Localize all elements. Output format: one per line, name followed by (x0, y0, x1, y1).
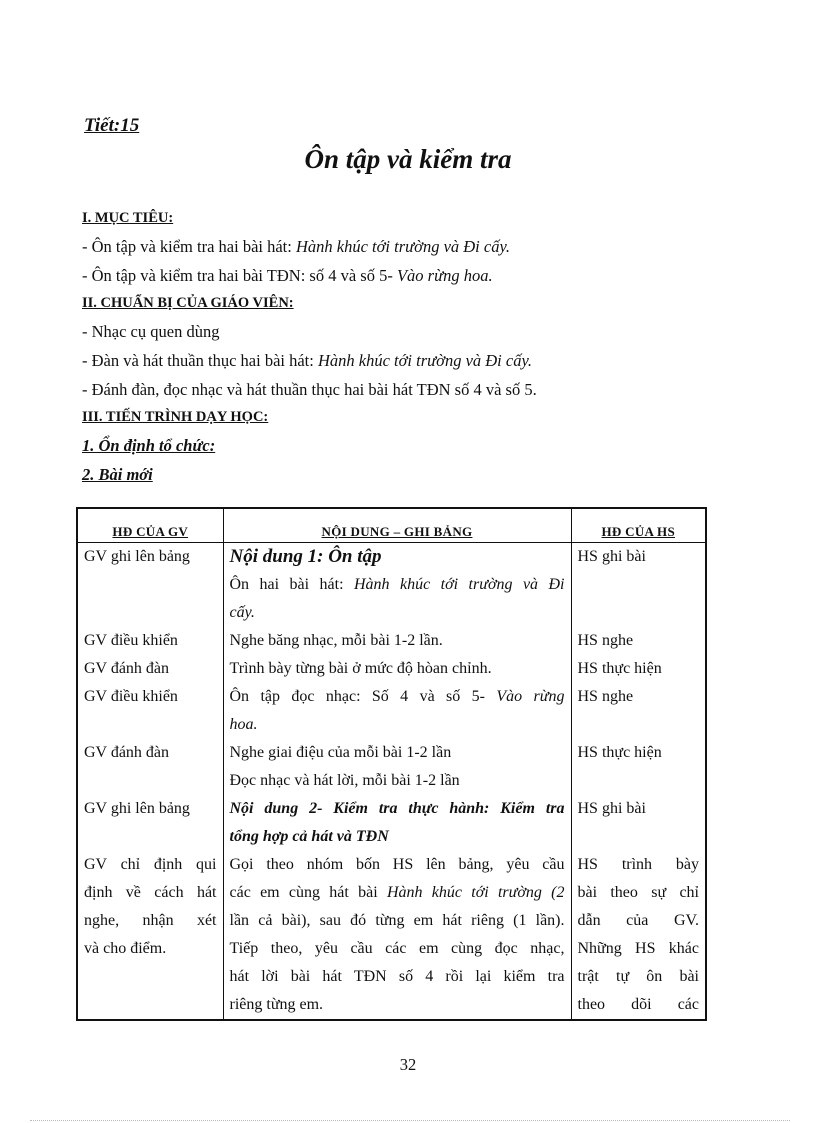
content-title-2: Nội dung 2- Kiểm tra thực hành: Kiểm tra (229, 800, 565, 817)
table-row: GV điều khiển Ôn tập đọc nhạc: Số 4 và số 5- Vào rừng hoa. HS nghe (77, 683, 706, 739)
table-row: GV ghi lên bảng Nội dung 2- Kiểm tra thực hành: Kiểm tra tổng hợp cả hát và TĐN HS ghi bài (77, 795, 706, 851)
footer-divider (30, 1120, 790, 1121)
table-row: GV đánh đàn Nghe giai điệu của mỗi bài 1-2 lần Đọc nhạc và hát lời, mỗi bài 1-2 lần HS thực hiện (77, 739, 706, 795)
header-student-activity: HĐ CỦA HS (571, 508, 706, 543)
lesson-plan-table (76, 507, 707, 1021)
subheading-organization: 1. Ổn định tổ chức: (82, 436, 216, 455)
section-heading-preparation: II. CHUẨN BỊ CỦA GIÁO VIÊN: (82, 295, 294, 311)
content-title-1: Nội dung 1: Ôn tập (229, 546, 382, 567)
page-number: 32 (399, 1055, 417, 1074)
header-teacher-activity: HĐ CỦA GV (77, 508, 223, 543)
preparation-line-3: - Đánh đàn, đọc nhạc và hát thuần thục hai bài hát TĐN số 4 và số 5. (82, 380, 537, 399)
lesson-number: Tiết:15 (84, 115, 140, 136)
preparation-line-2: - Đàn và hát thuần thục hai bài hát: Hành khúc tới trường và Đi cấy. (82, 351, 533, 370)
subheading-new-lesson: 2. Bài mới (82, 465, 153, 484)
header-content: NỘI DUNG – GHI BẢNG (223, 508, 571, 543)
table-row: GV chỉ định qui định về cách hát nghe, nhận xét và cho điểm. Gọi theo nhóm bốn HS lên bảng, yêu cầu các em cùng hát bài Hành khúc tới trường (2 lần cả bài), sau đó từng em hát riêng (1 lần). Tiếp theo, yêu cầu các em cùng đọc nhạc, hát lời bài hát TĐN số 4 rồi lại kiểm tra riêng từng em. HS trình bày bài theo sự chỉ dẫn của GV. Những HS khác trật tự ôn bài theo dõi các (77, 851, 706, 1020)
section-heading-process: III. TIẾN TRÌNH DẠY HỌC: (82, 409, 269, 425)
page-title: Ôn tập và kiểm tra (304, 144, 512, 174)
table-row: GV đánh đàn Trình bày từng bài ở mức độ hòan chỉnh. HS thực hiện (77, 655, 706, 683)
section-heading-objectives: I. MỤC TIÊU: (82, 210, 174, 226)
preparation-line-1: - Nhạc cụ quen dùng (82, 322, 220, 341)
objective-line-1: - Ôn tập và kiểm tra hai bài hát: Hành khúc tới trường và Đi cấy. (82, 237, 511, 256)
objective-line-2: - Ôn tập và kiểm tra hai bài TĐN: số 4 và số 5- Vào rừng hoa. (82, 266, 493, 285)
table-row: GV điều khiển Nghe băng nhạc, mỗi bài 1-2 lần. HS nghe (77, 627, 706, 655)
table-row: GV ghi lên bảng Nội dung 1: Ôn tập Ôn hai bài hát: Hành khúc tới trường và Đi cấy. HS ghi bài (77, 543, 706, 628)
table-header-row (77, 508, 706, 543)
lesson-content (82, 205, 722, 489)
